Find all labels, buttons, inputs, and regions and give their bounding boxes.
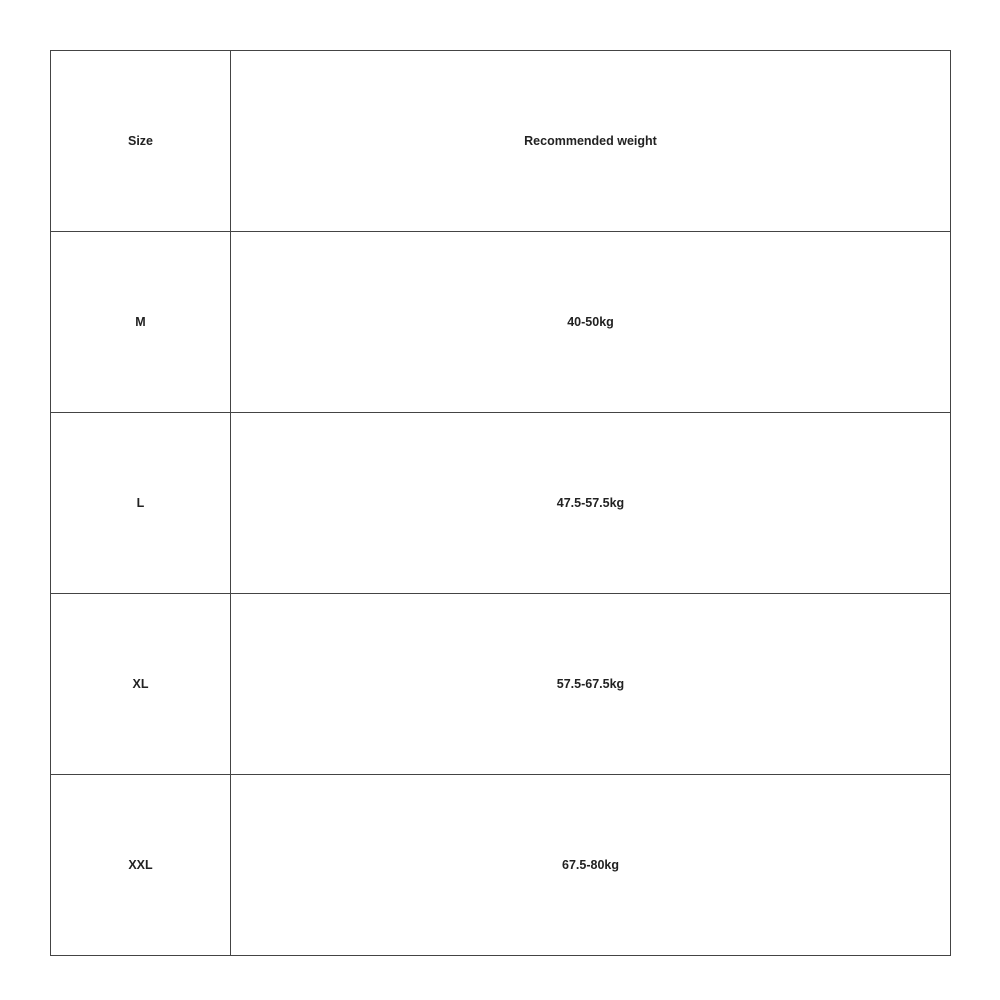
table-row xyxy=(51,232,951,413)
weight-cell: 47.5-57.5kg xyxy=(231,413,951,594)
size-cell: XXL xyxy=(51,775,231,956)
table-row xyxy=(51,594,951,775)
table-row xyxy=(51,413,951,594)
size-cell: XL xyxy=(51,594,231,775)
size-cell: L xyxy=(51,413,231,594)
size-cell: M xyxy=(51,232,231,413)
weight-cell: 40-50kg xyxy=(231,232,951,413)
header-size: Size xyxy=(51,51,231,232)
header-recommended-weight: Recommended weight xyxy=(231,51,951,232)
table-row xyxy=(51,775,951,956)
weight-cell: 67.5-80kg xyxy=(231,775,951,956)
table-header-row xyxy=(51,51,951,232)
size-chart-table xyxy=(50,50,951,956)
weight-cell: 57.5-67.5kg xyxy=(231,594,951,775)
